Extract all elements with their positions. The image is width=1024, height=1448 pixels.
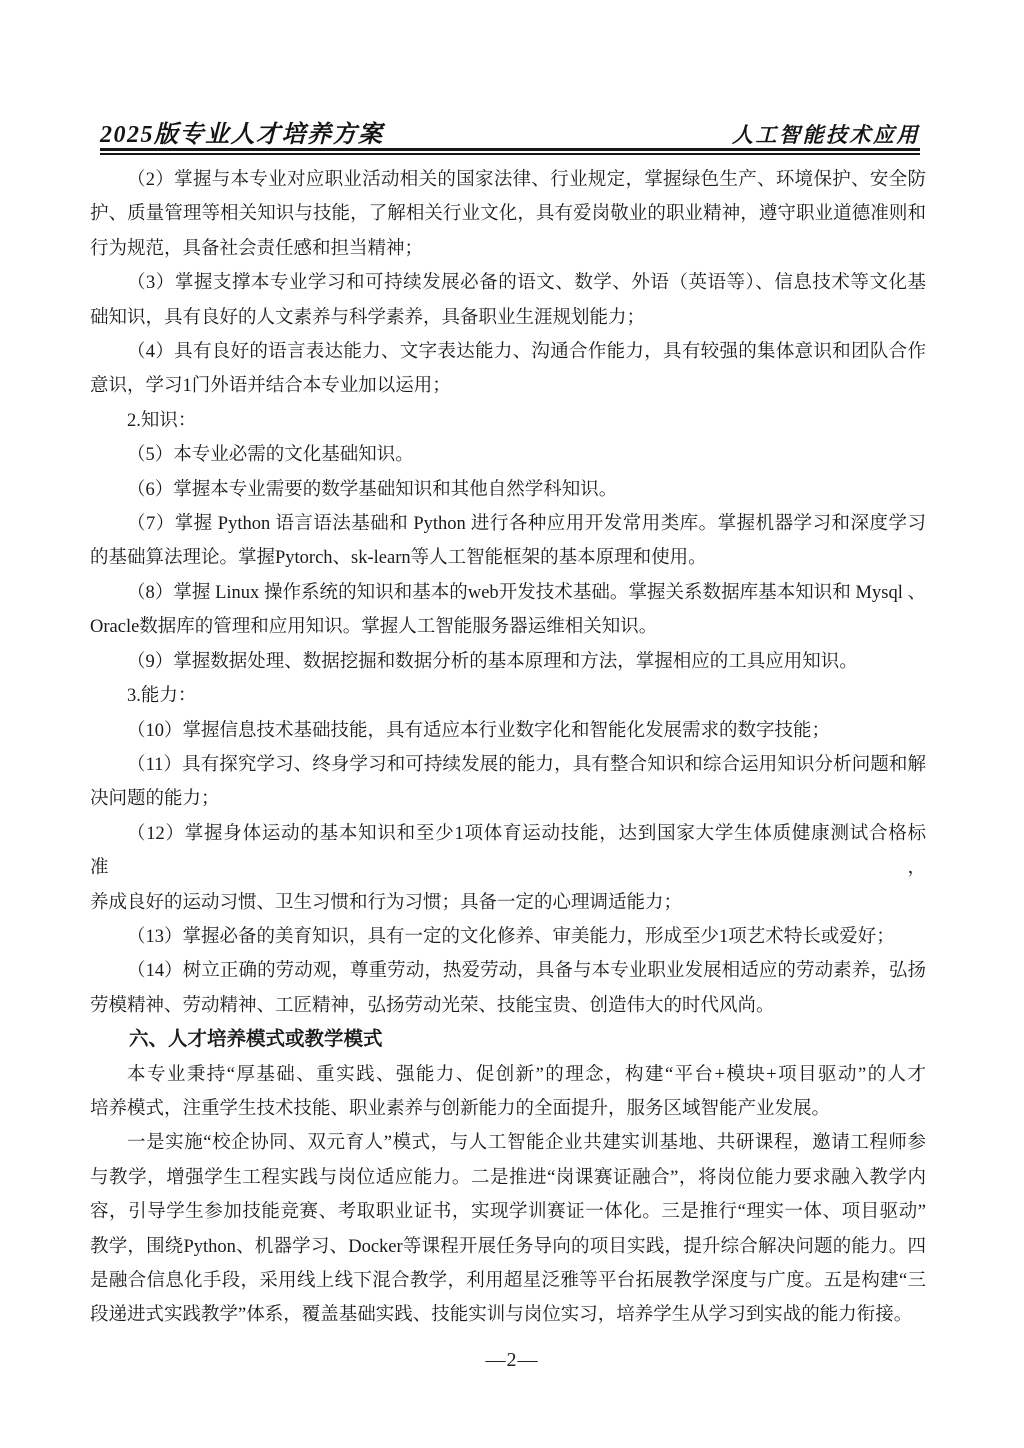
text-line: 段递进式实践教学”体系，覆盖基础实践、技能实训与岗位实习，培养学生从学习到实战的能力衔接。: [90, 1305, 913, 1326]
text-line: （10）掌握信息技术基础技能，具有适应本行业数字化和智能化发展需求的数字技能；: [127, 720, 831, 741]
text-line: （8）掌握 Linux 操作系统的知识和基本的web开发技术基础。掌握关系数据库基本知识和 Mysql 、: [127, 582, 926, 603]
header-document-title: 2025版专业人才培养方案: [100, 122, 384, 148]
text-line: 础知识，具有良好的人文素养与科学素养，具备职业生涯规划能力；: [90, 307, 646, 328]
text-line: 养成良好的运动习惯、卫生习惯和行为习惯；具备一定的心理调适能力；: [90, 892, 683, 913]
text-line: （12）掌握身体运动的基本知识和至少1项体育运动技能，达到国家大学生体质健康测试合格标准，: [90, 823, 926, 879]
page-number: —2—: [485, 1349, 539, 1371]
section-heading: 六、人才培养模式或教学模式: [129, 1029, 383, 1051]
text-line: 培养模式，注重学生技术技能、职业素养与创新能力的全面提升，服务区域智能产业发展。: [90, 1098, 831, 1119]
header-double-rule: [100, 148, 920, 155]
text-line: 意识，学习1门外语并结合本专业加以运用；: [90, 376, 451, 397]
text-line: 行为规范，具备社会责任感和担当精神；: [90, 238, 424, 259]
text-line: （4）具有良好的语言表达能力、文字表达能力、沟通合作能力，具有较强的集体意识和团队合作: [127, 342, 926, 363]
text-line: （3）掌握支撑本专业学习和可持续发展必备的语文、数学、外语（英语等）、信息技术等文化基: [127, 273, 926, 294]
text-line: 一是实施“校企协同、双元育人”模式，与人工智能企业共建实训基地、共研课程，邀请工程师参: [127, 1133, 926, 1154]
text-line: 是融合信息化手段，采用线上线下混合教学，利用超星泛雅等平台拓展教学深度与广度。五是构建“三: [90, 1271, 926, 1291]
text-line: （6）掌握本专业需要的数学基础知识和其他自然学科知识。: [127, 479, 618, 500]
text-line: （13）掌握必备的美育知识，具有一定的文化修养、审美能力，形成至少1项艺术特长或爱好；: [127, 926, 895, 947]
text-line: 3.能力：: [127, 686, 197, 707]
text-line: （14）树立正确的劳动观，尊重劳动，热爱劳动，具备与本专业职业发展相适应的劳动素养，弘扬: [127, 961, 926, 982]
text-line: Oracle数据库的管理和应用知识。掌握人工智能服务器运维相关知识。: [90, 617, 658, 638]
document-body: [90, 163, 926, 1333]
header-section-title: 人工智能技术应用: [732, 123, 920, 147]
text-line: 容，引导学生参加技能竞赛、考取职业证书，实现学训赛证一体化。三是推行“理实一体、项目驱动”: [90, 1202, 926, 1223]
text-line: 2.知识：: [127, 410, 197, 431]
text-line: 本专业秉持“厚基础、重实践、强能力、促创新”的理念，构建“平台+模块+项目驱动”的人才: [127, 1064, 926, 1085]
page-footer: [0, 1349, 1024, 1372]
text-line: （5）本专业必需的文化基础知识。: [127, 445, 414, 466]
text-line: 的基础算法理论。掌握Pytorch、sk-learn等人工智能框架的基本原理和使用。: [90, 548, 707, 569]
text-line: （7）掌握 Python 语言语法基础和 Python 进行各种应用开发常用类库。掌握机器学习和深度学习: [127, 514, 926, 535]
running-header: [100, 114, 920, 149]
text-line: 决问题的能力；: [90, 789, 220, 810]
text-line: 教学，围绕Python、机器学习、Docker等课程开展任务导向的项目实践，提升综合解决问题的能力。四: [90, 1236, 926, 1257]
text-line: 与教学，增强学生工程实践与岗位适应能力。二是推进“岗课赛证融合”，将岗位能力要求融入教学内: [90, 1167, 926, 1188]
text-line: 护、质量管理等相关知识与技能，了解相关行业文化，具有爱岗敬业的职业精神，遵守职业道德准则和: [90, 204, 926, 225]
text-line: （2）掌握与本专业对应职业活动相关的国家法律、行业规定，掌握绿色生产、环境保护、安全防: [127, 170, 926, 190]
text-line: （9）掌握数据处理、数据挖掘和数据分析的基本原理和方法，掌握相应的工具应用知识。: [127, 651, 858, 672]
text-line: （11）具有探究学习、终身学习和可持续发展的能力，具有整合知识和综合运用知识分析问题和解: [127, 754, 926, 775]
text-line: 劳模精神、劳动精神、工匠精神，弘扬劳动光荣、技能宝贵、创造伟大的时代风尚。: [90, 995, 775, 1016]
